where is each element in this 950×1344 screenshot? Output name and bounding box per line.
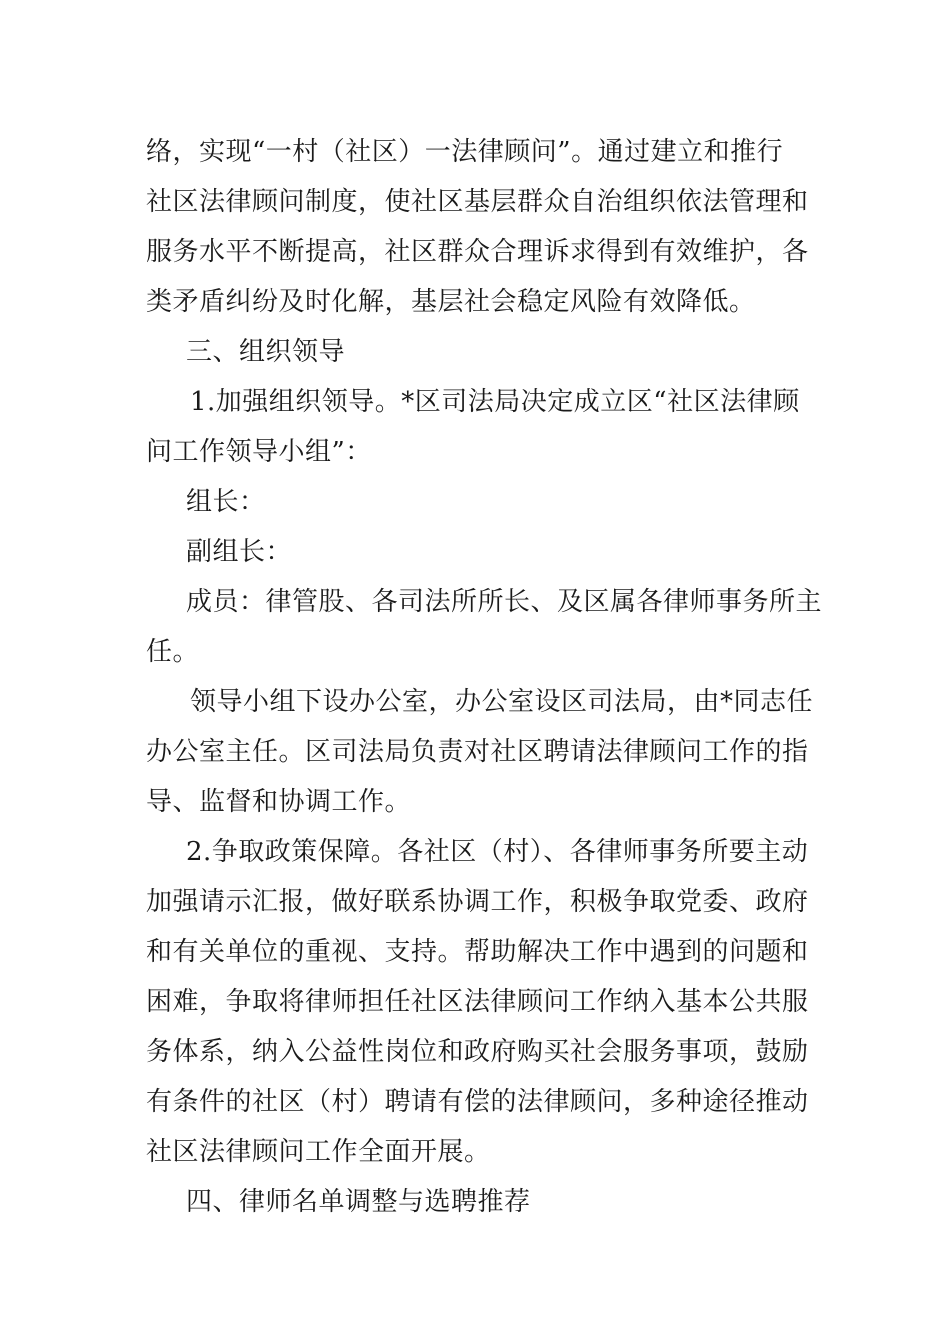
section-heading-4: 四、律师名单调整与选聘推荐 — [186, 1187, 531, 1217]
paragraph-line: 有条件的社区（村）聘请有偿的法律顾问，多种途径推动 — [146, 1087, 809, 1117]
item-1-heading-line: 1.加强组织领导。*区司法局决定成立区“社区法律顾 — [190, 387, 800, 417]
paragraph-line: 领导小组下设办公室，办公室设区司法局，由*同志任 — [190, 687, 814, 717]
paragraph-line: 和有关单位的重视、支持。帮助解决工作中遇到的问题和 — [146, 937, 809, 967]
paragraph-line: 办公室主任。区司法局负责对社区聘请法律顾问工作的指 — [146, 737, 809, 767]
members-line: 成员：律管股、各司法所所长、及区属各律师事务所主 — [186, 587, 823, 617]
paragraph-line: 社区法律顾问制度，使社区基层群众自治组织依法管理和 — [146, 187, 809, 217]
paragraph-line: 络，实现“一村（社区）一法律顾问”。通过建立和推行 — [146, 137, 784, 167]
paragraph-line: 导、监督和协调工作。 — [146, 787, 412, 817]
leader-label: 组长： — [186, 487, 266, 517]
paragraph-line: 问工作领导小组”： — [146, 437, 372, 467]
paragraph-line: 加强请示汇报，做好联系协调工作，积极争取党委、政府 — [146, 887, 809, 917]
deputy-leader-label: 副组长： — [186, 537, 293, 567]
paragraph-line: 类矛盾纠纷及时化解，基层社会稳定风险有效降低。 — [146, 287, 756, 317]
paragraph-line: 社区法律顾问工作全面开展。 — [146, 1137, 491, 1167]
item-2-heading-line: 2.争取政策保障。各社区（村）、各律师事务所要主动 — [186, 837, 809, 867]
section-heading-3: 三、组织领导 — [186, 337, 346, 367]
paragraph-line: 服务水平不断提高，社区群众合理诉求得到有效维护，各 — [146, 237, 809, 267]
paragraph-line: 务体系，纳入公益性岗位和政府购买社会服务事项，鼓励 — [146, 1037, 809, 1067]
paragraph-line: 任。 — [146, 637, 200, 667]
paragraph-line: 困难，争取将律师担任社区法律顾问工作纳入基本公共服 — [146, 987, 809, 1017]
